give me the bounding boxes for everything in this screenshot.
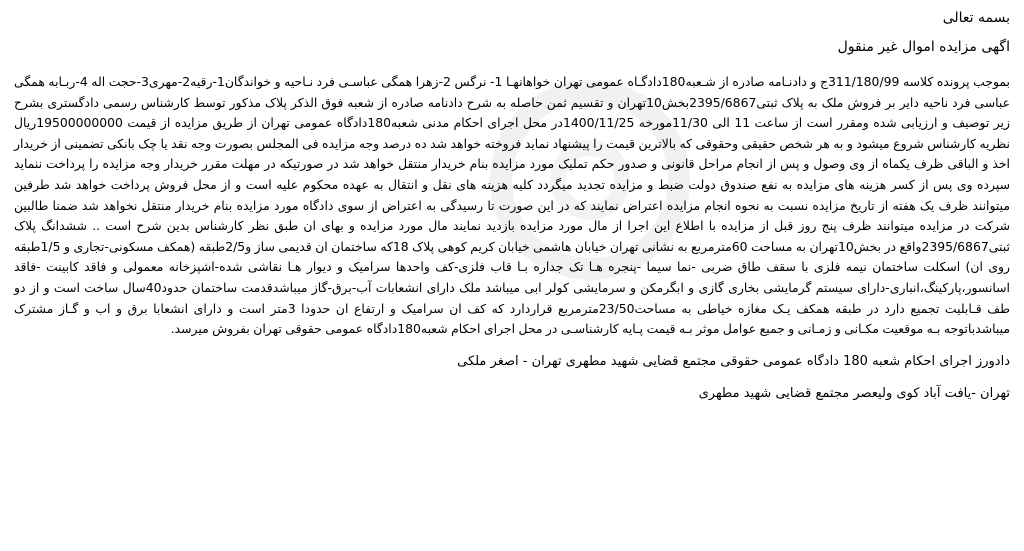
document-body: بموجب پرونده کلاسه 311/180/99ج و دادنـامه صادره از شـعبه180دادگـاه عمومی تهران خواهانهـا 1- نرگس 2-زهرا همگی عباسـی فرد نـاحیه و خواندگان1-رقیه2-مهری3-حجت اله 4-ربـابه همگی عباسی فرد ناحیه دایر بر فروش ملک به پلاک ثبتی2395/6867بخش10تهران و تقسیم ثمن حاصله به شرح دادنامه صادره از شعبه فوق الذکر پلاک مذکور توسط کارشناس رسمی دادگستری بشرح زیر توصیف و ارزیابی شده ومقرر است از ساعت 11 الی 11/30مورخه 1400/11/25در محل اجرای احکام مدنی شعبه180دادگاه عمومی تهران از طریق مزایده از قیمت 19500000000ریال نظریه کارشناس شروع میشود و به هر شخص حقیقی وحقوقی که بالاترین قیمت را پیشنهاد نماید فروخته خواهد شد ده درصد وجه مزایده فی المجلس بصورت وجه نقد یا چک بانکی تضمینی از خریدار اخذ و الباقی ظرف یکماه از وی وصول و پس از انجام مراحل قانونی و صدور حکم تملیک مورد مزایده بنام خریدار منتقل خواهد شد در صورتیکه در مهلت مقرر خریدار وجه مزایده را پرداخت ننماید سپرده وی پس از کسر هزینه های مزایده به نفع صندوق دولت ضبط و مزایده تجدید میگردد کلیه هزینه های نقل و انتقال به عهده محکوم علیه است و از محل فروش پرداخت خواهد شد طرفین میتوانند ظرف یک هفته از تاریخ مزایده نسبت به نحوه انجام مزایده اعتراض نمایند که در این صورت تا رسیدگی به اعتراض از سوی دادگاه مورد مزایده بنام خریدار منتقل نخواهد شد ضمنا طالبین شرکت در مزایده میتوانند ظرف پنج روز قبل از مزایده با اطلاع این اجرا از مال مورد مزایده بازدید نمایند مال مورد مزایده و بهای ان طبق نظر کارشناس بدین شرح است .. ششدانگ پلاک ثبتی2395/6867واقع در بخش10تهران به مساحت 60مترمربع به نشانی تهران خیابان هاشمی خیابان کریم کوهی پلاک 18که ساختمان ان قدیمی ساز و2/5طبقه (همکف مسکونی-تجاری و 1/5طبقه روی ان) اسکلت ساختمان نیمه فلزی با سقف طاق ضربی -نما سیما -پنجره هـا تک جداره بـا قاب فلزی-کف واحدها سرامیک و دیوار هـا نقاشی شده-اشپزخانه معمولی و فاقد کابینت -فاقد اسانسور،پارکینگ،انباری-دارای سیستم گرمایشی بخاری گازی و ابگرمکن و سرمایشی کولر ابی میباشد ملک دارای انشعابات آب-برق-گاز میباشدقدمت ساختمان حدود40سال ساخت است و از دو طف قـابلیت تجمیع دارد در طبقه همکف یـک مغازه خیاطی به مساحت23/50مترمربع قراردارد که کف ان سرامیک و ارتفاع ان حدودا 3متر است و دارای انشعابا برق و اب و گـاز مشترک میباشدباتوجه بـه موقعیت مکـانی و زمـانی و جمیع عوامل موثر بـه قیمت پـایه کارشناسـی در محل اجرای احکام شعبه180دادگاه عمومی حقوقی تهران بفروش میرسد.: [14, 74, 1011, 337]
document-address: تهران -یافت آباد کوی ولیعصر مجتمع قضایی شهید مطهری: [698, 385, 1010, 401]
document-signature: دادورز اجرای احکام شعبه 180 دادگاه عمومی حقوقی مجتمع قضایی شهید مطهری تهران - اصغر ملکی: [457, 353, 1010, 369]
document-heading: بسمه تعالی: [942, 10, 1010, 26]
document-title: اگهی مزایده اموال غیر منقول: [837, 39, 1010, 55]
document-content: [14, 6, 1010, 404]
